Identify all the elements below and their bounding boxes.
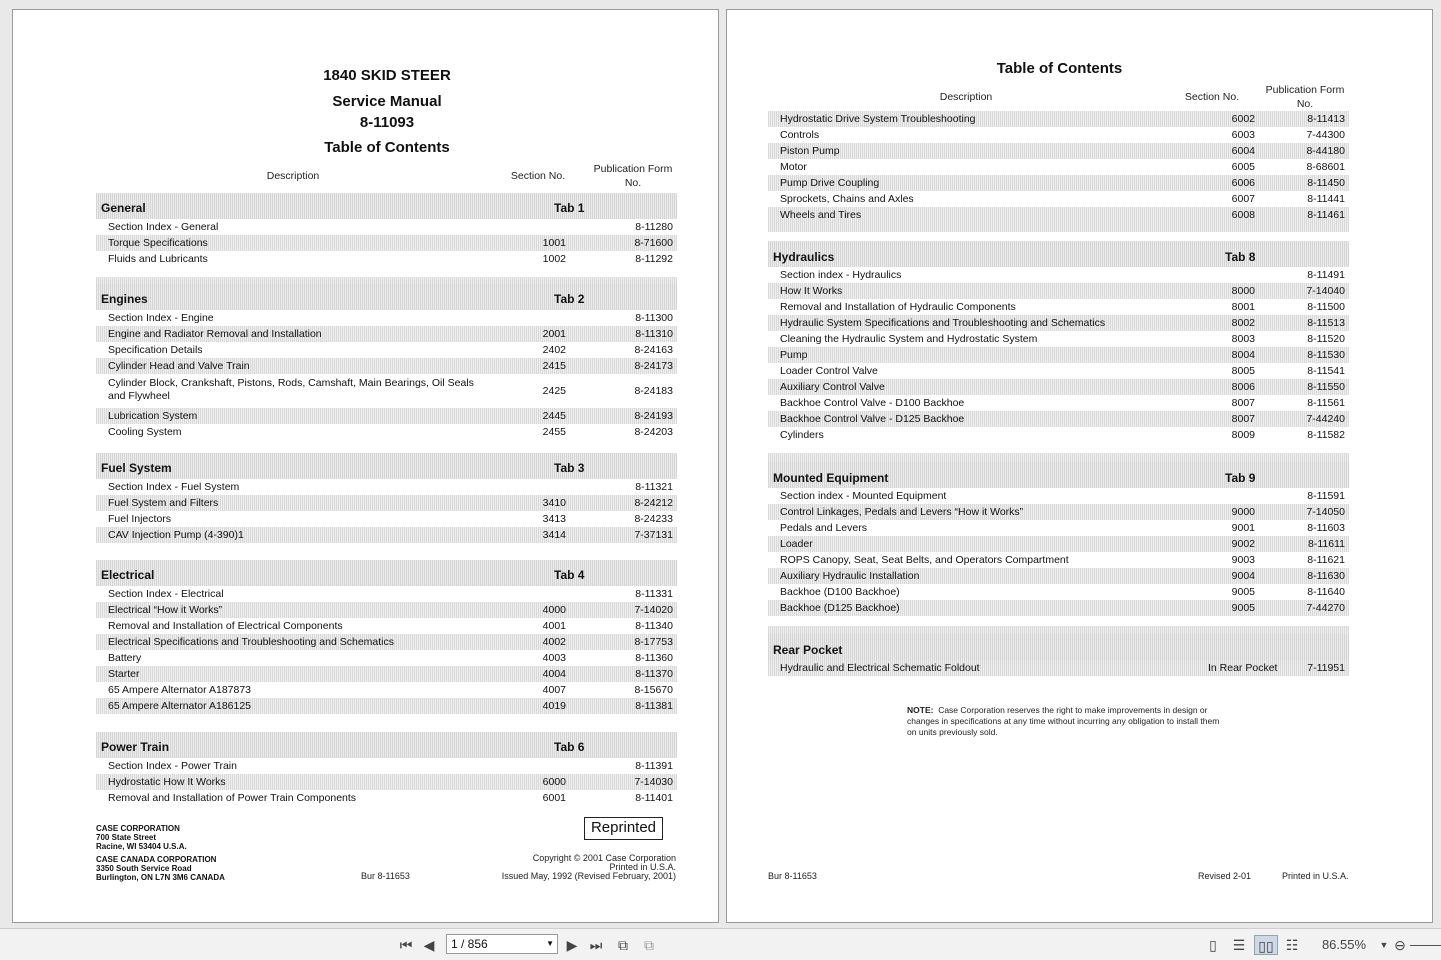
entry-description: Loader Control Valve	[780, 365, 878, 377]
entry-section-no: 8000	[1231, 285, 1255, 297]
entry-description: Hydraulic System Specifications and Troubleshooting and Schematics	[780, 317, 1106, 329]
entry-description: Cylinders	[780, 429, 824, 441]
entry-pub-form: 8-24163	[634, 344, 673, 356]
entry-description: Piston Pump	[780, 145, 840, 157]
toc-row	[96, 374, 677, 408]
entry-description: Hydrostatic How It Works	[108, 776, 226, 788]
toc-row	[768, 315, 1349, 331]
section-header	[96, 453, 677, 479]
entry-pub-form: 8-11500	[1307, 301, 1345, 313]
entry-pub-form: 8-15670	[634, 684, 673, 696]
entry-description: Backhoe Control Valve - D100 Backhoe	[780, 397, 965, 409]
entry-description: Controls	[780, 129, 820, 141]
entry-pub-form: 7-14030	[634, 776, 673, 788]
entry-pub-form: 8-11630	[1307, 570, 1345, 582]
entry-description: Sprockets, Chains and Axles	[780, 193, 914, 205]
toc-row	[768, 299, 1349, 315]
entry-pub-form: 8-11591	[1307, 490, 1345, 502]
copyright: Copyright © 2001 Case Corporation	[532, 853, 676, 863]
entry-description: Pump	[780, 349, 808, 361]
entry-pub-form: 7-11951	[1307, 662, 1345, 674]
entry-description: Section Index - Electrical	[108, 588, 224, 600]
entry-pub-form: 7-44240	[1306, 413, 1345, 425]
section-tab: Tab 8	[1225, 250, 1256, 264]
toc-row	[768, 159, 1349, 175]
entry-pub-form: 8-24193	[634, 410, 673, 422]
issued-date: Issued May, 1992 (Revised February, 2001)	[501, 871, 676, 881]
entry-description: Backhoe (D125 Backhoe)	[780, 602, 900, 614]
bur-number: Bur 8-11653	[361, 871, 410, 881]
rotate-icon[interactable]: ⧉	[618, 937, 628, 953]
toc-row	[96, 618, 677, 634]
entry-pub-form: 8-11321	[635, 481, 673, 493]
entry-description: Engine and Radiator Removal and Installation	[108, 328, 322, 340]
entry-section-no: 8009	[1231, 429, 1255, 441]
title-toc-right: Table of Contents	[996, 60, 1123, 77]
entry-description: Hydrostatic Drive System Troubleshooting	[780, 113, 976, 125]
toc-row	[768, 379, 1349, 395]
previous-page-icon[interactable]: ◀	[423, 937, 435, 953]
section-header	[96, 284, 677, 310]
toc-row	[96, 634, 677, 650]
toc-row	[96, 342, 677, 358]
entry-section-no: 4000	[542, 604, 566, 616]
section-spacer	[768, 223, 1349, 232]
printed-usa: Printed in U.S.A.	[1282, 871, 1349, 881]
entry-section-no: In Rear Pocket	[1208, 662, 1278, 674]
toc-row	[768, 395, 1349, 411]
entry-section-no: 3410	[542, 497, 566, 509]
viewer-toolbar	[0, 928, 1441, 960]
entry-section-no: 6006	[1231, 177, 1255, 189]
entry-description: Backhoe (D100 Backhoe)	[780, 586, 900, 598]
entry-pub-form: 8-11360	[635, 652, 673, 664]
two-page-icon[interactable]: ▯▯	[1254, 935, 1278, 955]
entry-section-no: 9001	[1231, 522, 1255, 534]
entry-description: 65 Ampere Alternator A187873	[108, 684, 252, 696]
toc-row	[768, 488, 1349, 504]
chevron-down-icon[interactable]: ▼	[546, 939, 554, 948]
entry-pub-form: 8-11603	[1307, 522, 1345, 534]
entry-description: Cooling System	[108, 426, 182, 438]
entry-description: Lubrication System	[108, 410, 198, 422]
section-tab: Tab 2	[554, 292, 585, 306]
entry-section-no: 2425	[542, 385, 566, 397]
zoom-value[interactable]: 86.55%	[1321, 937, 1367, 952]
entry-pub-form: 8-11381	[635, 700, 673, 712]
toc-row	[96, 586, 677, 602]
entry-description: Removal and Installation of Power Train Components	[108, 792, 357, 804]
entry-section-no: 2445	[542, 410, 566, 422]
zoom-out-icon[interactable]: ⊖	[1394, 937, 1406, 953]
entry-description: Section Index - General	[108, 221, 219, 233]
entry-section-no: 9004	[1231, 570, 1255, 582]
entry-section-no: 9003	[1231, 554, 1255, 566]
entry-description: Removal and Installation of Electrical Components	[108, 620, 343, 632]
entry-description: CAV Injection Pump (4-390)1	[108, 529, 244, 541]
toc-row	[96, 326, 677, 342]
entry-section-no: 9002	[1231, 538, 1255, 550]
entry-section-no: 4001	[542, 620, 566, 632]
entry-section-no: 4002	[542, 636, 566, 648]
toc-row	[96, 527, 677, 543]
toc-row	[768, 111, 1349, 127]
entry-description: Hydraulic and Electrical Schematic Foldout	[780, 662, 980, 674]
toc-row	[768, 568, 1349, 584]
entry-section-no: 6008	[1231, 209, 1255, 221]
toc-row	[768, 175, 1349, 191]
toc-row	[768, 536, 1349, 552]
toc-row	[96, 682, 677, 698]
entry-description: Control Linkages, Pedals and Levers “How it Works”	[780, 506, 1024, 518]
toc-row	[96, 698, 677, 714]
toc-row	[96, 251, 677, 267]
entry-section-no: 6002	[1231, 113, 1255, 125]
reprinted-stamp: Reprinted	[584, 817, 663, 840]
toc-row	[768, 584, 1349, 600]
toc-row	[96, 758, 677, 774]
note-label: NOTE:	[907, 705, 934, 715]
entry-description: Backhoe Control Valve - D125 Backhoe	[780, 413, 965, 425]
section-header	[96, 193, 677, 219]
toc-row	[96, 358, 677, 374]
printed-usa: Printed in U.S.A.	[609, 862, 676, 872]
entry-pub-form: 8-11310	[635, 328, 673, 340]
entry-section-no: 1002	[542, 253, 566, 265]
section-tab: Tab 9	[1225, 471, 1256, 485]
entry-section-no: 9005	[1231, 602, 1255, 614]
section-title: Rear Pocket	[773, 643, 843, 657]
entry-pub-form: 8-11441	[1307, 193, 1345, 205]
entry-pub-form: 8-11340	[635, 620, 673, 632]
toc-row	[96, 310, 677, 326]
entry-pub-form: 8-24173	[634, 360, 673, 372]
left-page	[12, 9, 719, 923]
entry-description: Starter	[108, 668, 140, 680]
header-section-no: Section No.	[1184, 91, 1240, 103]
section-title: Mounted Equipment	[773, 471, 889, 485]
entry-section-no: 2455	[542, 426, 566, 438]
entry-pub-form: 7-44270	[1306, 602, 1345, 614]
entry-section-no: 1001	[542, 237, 566, 249]
entry-section-no: 8005	[1231, 365, 1255, 377]
toc-row	[768, 411, 1349, 427]
entry-pub-form: 7-44300	[1306, 129, 1345, 141]
toc-row	[768, 660, 1349, 676]
entry-pub-form: 8-11530	[1307, 349, 1345, 361]
entry-section-no: 8003	[1231, 333, 1255, 345]
entry-section-no: 8002	[1231, 317, 1255, 329]
page-number-value: 1 / 856	[451, 937, 488, 951]
entry-pub-form: 7-37131	[634, 529, 673, 541]
entry-pub-form: 8-11413	[1307, 113, 1345, 125]
entry-section-no: 8007	[1231, 413, 1255, 425]
header-description: Description	[939, 91, 993, 103]
entry-description: Fuel Injectors	[108, 513, 172, 525]
entry-section-no: 4019	[542, 700, 566, 712]
entry-pub-form: 7-14040	[1306, 285, 1345, 297]
entry-pub-form: 8-17753	[634, 636, 673, 648]
entry-section-no: 2415	[542, 360, 566, 372]
entry-pub-form: 8-11401	[635, 792, 673, 804]
entry-description: Electrical Specifications and Troubleshooting and Schematics	[108, 636, 394, 648]
section-tab: Tab 4	[554, 568, 585, 582]
title-model: 1840 SKID STEER	[323, 67, 451, 84]
entry-description: Section index - Hydraulics	[780, 269, 902, 281]
entry-pub-form: 8-11450	[1307, 177, 1345, 189]
entry-description: Battery	[108, 652, 142, 664]
entry-pub-form: 8-11292	[635, 253, 673, 265]
section-title: Engines	[101, 292, 148, 306]
toc-row	[768, 127, 1349, 143]
entry-pub-form: 8-11370	[635, 668, 673, 680]
continuous-icon[interactable]: ☰	[1232, 937, 1246, 953]
entry-pub-form: 8-11331	[635, 588, 673, 600]
title-toc: Table of Contents	[324, 139, 450, 156]
entry-section-no: 2001	[542, 328, 566, 340]
entry-description: Fluids and Lubricants	[108, 253, 208, 265]
section-title: Hydraulics	[773, 250, 835, 264]
bur-number: Bur 8-11653	[768, 871, 817, 881]
entry-description: Section Index - Fuel System	[108, 481, 240, 493]
zoom-slider[interactable]	[1410, 945, 1441, 946]
entry-pub-form: 8-11513	[1307, 317, 1345, 329]
entry-pub-form: 7-14050	[1306, 506, 1345, 518]
entry-description: Section Index - Engine	[108, 312, 214, 324]
entry-pub-form: 7-14020	[634, 604, 673, 616]
entry-pub-form: 8-24183	[634, 385, 673, 397]
toc-row	[96, 495, 677, 511]
entry-section-no: 3414	[542, 529, 566, 541]
two-page-continuous-icon[interactable]: ☷	[1285, 937, 1299, 953]
entry-pub-form: 8-11621	[1307, 554, 1345, 566]
toc-row	[96, 219, 677, 235]
entry-description: Auxiliary Control Valve	[780, 381, 885, 393]
toc-row	[768, 427, 1349, 443]
entry-section-no: 8001	[1231, 301, 1255, 313]
toc-row	[768, 520, 1349, 536]
toc-row	[96, 666, 677, 682]
entry-description: 65 Ampere Alternator A186125	[108, 700, 252, 712]
toc-row	[96, 479, 677, 495]
section-tab: Tab 1	[554, 201, 585, 215]
entry-section-no: 8004	[1231, 349, 1255, 361]
title-number: 8-11093	[359, 114, 415, 131]
entry-description: Cleaning the Hydraulic System and Hydrostatic System	[780, 333, 1038, 345]
toc-row	[96, 790, 677, 806]
note-text: Case Corporation reserves the right to make improvements in design or changes in specifications at any time without incurring any obligation to install them on units previously sold.	[907, 705, 1220, 737]
entry-description: Section Index - Power Train	[108, 760, 237, 772]
address-case-canada: CASE CANADA CORPORATION 3350 South Service Road Burlington, ON L7N 3M6 CANADA	[96, 855, 225, 882]
entry-pub-form: 8-24203	[634, 426, 673, 438]
entry-pub-form: 8-11541	[1307, 365, 1345, 377]
toc-row	[768, 504, 1349, 520]
entry-description: Loader	[780, 538, 813, 550]
entry-description: Motor	[780, 161, 807, 173]
section-header	[768, 634, 1349, 660]
toc-row	[96, 602, 677, 618]
entry-description: Pump Drive Coupling	[780, 177, 880, 189]
toc-row	[768, 363, 1349, 379]
entry-pub-form: 8-11640	[1307, 586, 1345, 598]
toc-row	[768, 600, 1349, 616]
entry-description: Fuel System and Filters	[108, 497, 219, 509]
zoom-dropdown-icon[interactable]: ▼	[1379, 940, 1389, 950]
entry-pub-form: 8-11550	[1307, 381, 1345, 393]
entry-pub-form: 8-11611	[1308, 538, 1345, 550]
single-page-icon[interactable]: ▯	[1209, 937, 1217, 953]
toc-row	[96, 650, 677, 666]
entry-section-no: 3413	[542, 513, 566, 525]
entry-pub-form: 8-11280	[635, 221, 673, 233]
entry-description: Auxiliary Hydraulic Installation	[780, 570, 920, 582]
toc-row	[768, 207, 1349, 223]
fit-icon[interactable]: ⧉	[644, 937, 654, 953]
toc-row	[768, 331, 1349, 347]
toc-row	[96, 774, 677, 790]
header-description: Description	[266, 170, 320, 182]
entry-section-no: 6000	[542, 776, 566, 788]
entry-section-no: 6003	[1231, 129, 1255, 141]
entry-description: Section index - Mounted Equipment	[780, 490, 947, 502]
section-title: Electrical	[101, 568, 155, 582]
section-header	[96, 560, 677, 586]
page-number-input[interactable]	[446, 934, 558, 954]
toc-row	[768, 552, 1349, 568]
section-header	[768, 462, 1349, 488]
next-page-icon[interactable]: ▶	[566, 937, 578, 953]
entry-description: Specification Details	[108, 344, 203, 356]
entry-section-no: 6005	[1231, 161, 1255, 173]
entry-description: ROPS Canopy, Seat, Seat Belts, and Operators Compartment	[780, 554, 1069, 566]
entry-pub-form: 8-11300	[635, 312, 673, 324]
section-title: General	[101, 201, 146, 215]
entry-description: Pedals and Levers	[780, 522, 867, 534]
entry-pub-form: 8-44180	[1306, 145, 1345, 157]
section-header	[96, 732, 677, 758]
header-pub-form: Publication Form No.	[1265, 84, 1345, 110]
first-page-icon[interactable]: ⏮	[399, 937, 413, 953]
title-manual: Service Manual	[332, 93, 442, 110]
section-tab: Tab 3	[554, 461, 585, 475]
note-block	[907, 705, 1227, 738]
toc-row	[768, 143, 1349, 159]
entry-pub-form: 8-24233	[634, 513, 673, 525]
entry-description: Cylinder Block, Crankshaft, Pistons, Rods, Camshaft, Main Bearings, Oil Seals and Flywheel	[108, 377, 474, 402]
toc-row	[768, 347, 1349, 363]
entry-section-no: 2402	[542, 344, 566, 356]
toc-row	[768, 191, 1349, 207]
entry-section-no: 4004	[542, 668, 566, 680]
entry-description: How It Works	[780, 285, 843, 297]
entry-section-no: 4003	[542, 652, 566, 664]
last-page-icon[interactable]: ⏭	[589, 937, 603, 953]
entry-pub-form: 8-68601	[1306, 161, 1345, 173]
section-tab: Tab 6	[554, 740, 585, 754]
entry-pub-form: 8-11582	[1307, 429, 1345, 441]
entry-pub-form: 8-11391	[635, 760, 673, 772]
toc-row	[96, 235, 677, 251]
section-header	[768, 241, 1349, 267]
toc-row	[96, 408, 677, 424]
entry-description: Removal and Installation of Hydraulic Components	[780, 301, 1016, 313]
entry-pub-form: 8-11520	[1307, 333, 1345, 345]
entry-description: Electrical “How it Works”	[108, 604, 223, 616]
section-title: Fuel System	[101, 461, 172, 475]
entry-description: Torque Specifications	[108, 237, 208, 249]
entry-section-no: 6004	[1231, 145, 1255, 157]
toc-row	[768, 267, 1349, 283]
entry-pub-form: 8-11491	[1307, 269, 1345, 281]
entry-pub-form: 8-71600	[634, 237, 673, 249]
entry-description: Wheels and Tires	[780, 209, 862, 221]
entry-section-no: 9000	[1231, 506, 1255, 518]
entry-pub-form: 8-24212	[634, 497, 673, 509]
revised: Revised 2-01	[1198, 871, 1252, 881]
toc-row	[768, 283, 1349, 299]
entry-section-no: 8007	[1231, 397, 1255, 409]
toc-row	[96, 424, 677, 440]
entry-pub-form: 8-11561	[1307, 397, 1345, 409]
header-pub-form: Publication Form No.	[593, 163, 673, 189]
entry-section-no: 6007	[1231, 193, 1255, 205]
right-page	[726, 9, 1433, 923]
entry-section-no: 6001	[542, 792, 566, 804]
address-case: CASE CORPORATION 700 State Street Racine, WI 53404 U.S.A.	[96, 824, 187, 851]
entry-section-no: 4007	[542, 684, 566, 696]
entry-section-no: 9005	[1231, 586, 1255, 598]
entry-description: Cylinder Head and Valve Train	[108, 360, 250, 372]
toc-row	[96, 511, 677, 527]
section-title: Power Train	[101, 740, 170, 754]
entry-section-no: 8006	[1231, 381, 1255, 393]
header-section-no: Section No.	[510, 170, 566, 182]
entry-pub-form: 8-11461	[1307, 209, 1345, 221]
